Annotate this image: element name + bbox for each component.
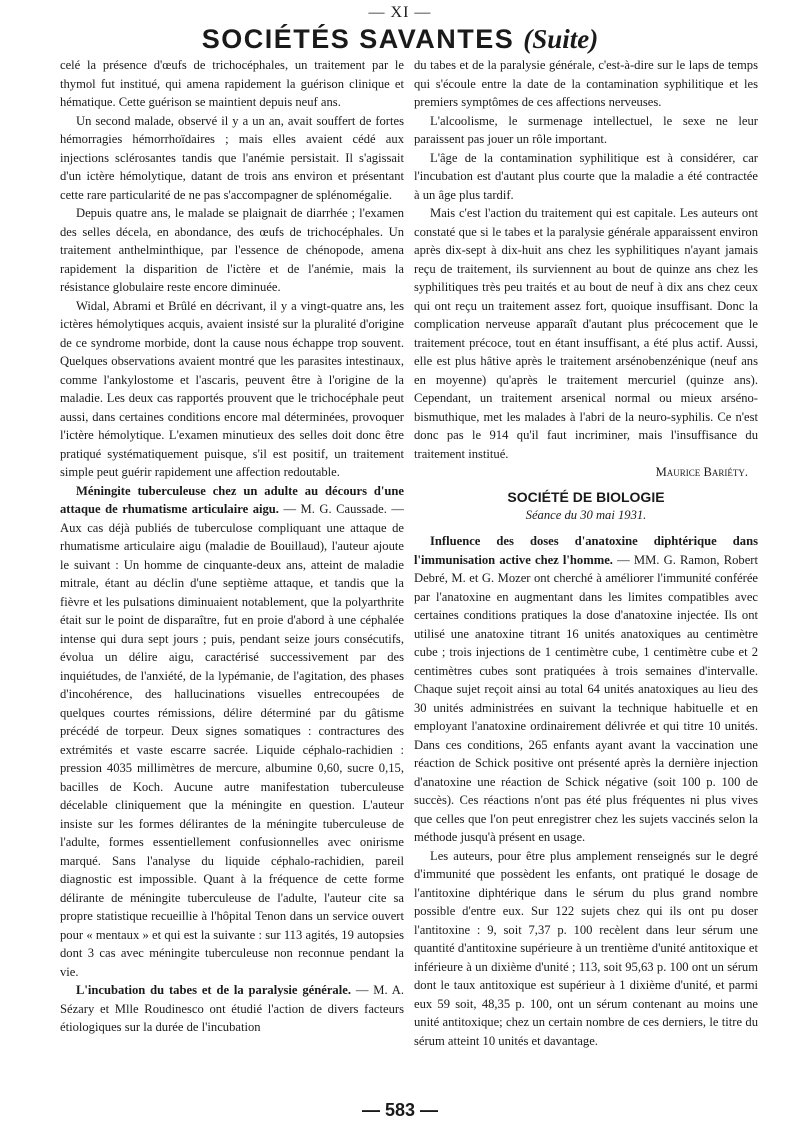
page-roman-numeral: — XI —	[368, 4, 432, 21]
left-column	[60, 56, 404, 1096]
article-title: Influence des doses d'anatoxine diphtérique dans l'immunisation active chez l'homme.	[414, 534, 758, 567]
right-column	[414, 56, 758, 1096]
article-meningite	[60, 482, 404, 982]
page-title-main: SOCIÉTÉS SAVANTES	[201, 24, 515, 54]
paragraph: celé la présence d'œufs de trichocéphales, un traitement par le thymol fut institué, qui amena rapidement la guérison clinique et hématique. Cette guérison se maintient depuis neuf ans.	[60, 58, 404, 109]
paragraph: L'alcoolisme, le surmenage intellectuel, le sexe ne leur paraissent pas jouer un rôle important.	[414, 113, 758, 146]
paragraph: Un second malade, observé il y a un an, avait souffert de fortes hémorragies hémorrhoïdaires ; mais elles avaient cédé aux injections sclérosantes tandis que l'anémie persistait. Il s'agissait d'un ictère hémolytique, datant de trois ans environ et présentant cette rare particularité de ne pas s'accompagner de splénomégalie.	[60, 113, 404, 202]
paragraph: Mais c'est l'action du traitement qui est capitale. Les auteurs ont constaté que si le tabes et la paralysie générale apparaissent environ après dix-sept à dix-huit ans chez les syphilitiques n'ayant jamais reçu de traitement, ils surviennent au bout de quinze ans chez les syphilitiques très peu traités et au bout de neuf à dix ans chez ceux qui ont reçu un traitement assez fort, quoique insuffisant. Donc la complication nerveuse apparaît d'autant plus précocement que le traitement précoce, tout en étant insuffisant, a été plus actif. Aussi, elle est plus hâtive après le traitement arsénobenzénique (neuf ans en moyenne) qu'après le traitement mercuriel (quinze ans). Cependant, un traitement arsenical normal ou mieux arséno-bismuthique, met les malades à l'abri de la neuro-syphilis. Ce n'est donc pas le 914 qu'il faut incriminer, mais l'insuffisance du traitement institué.	[414, 206, 758, 461]
paragraph: L'âge de la contamination syphilitique est à considérer, car l'incubation est d'autant plus courte que la maladie a été contractée à un âge plus tardif.	[414, 150, 758, 202]
article-incubation	[60, 981, 404, 1037]
article-author: — M. G. Caussade.	[278, 502, 387, 516]
article-body: — MM. G. Ramon, Robert Debré, M. et G. Mozer ont cherché à améliorer l'immunité conférée par l'anatoxine en augmentant dans les limites compatibles avec certaines conditions pratiques la dose d'anatoxine injectée. Ils ont utilisé une anatoxine titrant 16 unités anatoxiques au centimètre cube ; trois injections de 1 centimètre cube, 1 centimètre cube et 2 centimètres cubes sont pratiquées à trois semaines d'intervalle. Chaque sujet reçoit ainsi au total 64 unités anatoxiques au lieu des 30 unités administrées en suivant la technique habituelle et en employant l'anatoxine ordinairement délivrée et qui titre 10 unités. Dans ces conditions, 265 enfants ayant avant la vaccination une réaction de Schick positive ont présenté après la dernière injection d'anatoxine une réaction de Schick négative (soit 100 p. 100 de succès). Ces réactions n'ont pas été plus fréquentes ni plus vives que celles que l'on peut enregistrer chez les sujets vaccinés selon la méthode jusqu'à présent en usage.	[414, 552, 758, 844]
section-heading: SOCIÉTÉ DE BIOLOGIE	[507, 488, 665, 505]
paragraph: Widal, Abrami et Brûlé en décrivant, il y a vingt-quatre ans, les ictères hémolytiques acquis, avaient insisté sur la pluralité d'origine de ce syndrome morbide, dont la cause nous échappe trop souvent. Quelques observations avaient montré que les parasites intestinaux, comme l'ankylostome et l'ascaris, peuvent être à l'origine de la maladie. Les deux cas rapportés prouvent que le trichocéphale peut aussi, dans certaines conditions encore mal déterminées, provoquer l'ictère hémolytique. L'examen minutieux des selles doit donc être pratiqué systématiquement puisque, s'il est positif, un traitement simple peut guérir rapidement une affection redoutable.	[60, 298, 404, 479]
article-title: L'incubation du tabes et de la paralysie générale.	[76, 983, 351, 997]
author-signature: Maurice Bariéty.	[655, 465, 748, 479]
article-body: — M. A. Sézary et Mlle Roudinesco ont étudié l'action de divers facteurs étiologiques sur la durée de l'incubation	[60, 983, 404, 1034]
session-date: Séance du 30 mai 1931.	[525, 507, 647, 522]
paragraph: Les auteurs, pour être plus amplement renseignés sur le degré d'immunité que possèdent les enfants, ont pratiqué le dosage de l'antitoxine diphtérique dans le sérum du plus grand nombre possible d'entre eux. Sur 122 sujets chez qui ils ont pu doser l'antitoxine : 9, soit 7,37 p. 100 recèlent dans leur sérum une quantité d'antitoxine supérieure à un trentième d'unité antitoxique et inférieure à un dixième d'unité ; 113, soit 95,63 p. 100 ont un sérum dont le taux antitoxique est supérieur à 1 dixième d'unité, et parmi eux 59 soit, 48,35 p. 100, ont un sérum contenant au moins une unité antitoxique; chez un certain nombre de ces derniers, le titre du sérum atteint 10 unités et davantage.	[414, 848, 758, 1048]
page-title-suite: (Suite)	[523, 24, 599, 54]
page-number: — 583 —	[361, 1100, 439, 1120]
article-title: Méningite tuberculeuse chez un adulte au décours d'une attaque de rhumatisme articulaire aigu.	[60, 483, 404, 516]
paragraph: Depuis quatre ans, le malade se plaignait de diarrhée ; l'examen des selles décela, en abondance, des œufs de trichocéphales. Un traitement anthelminthique, par l'essence de chénopode, amena rapidement la disparition de l'ictère et de l'anémie, mais la résistance globulaire reste encore diminuée.	[60, 206, 404, 294]
article-anatoxine	[414, 532, 758, 847]
article-body: — Aux cas déjà publiés de tuberculose compliquant une attaque de rhumatisme articulaire aigu (maladie de Bouillaud), l'auteur ajoute le suivant : Un homme de cinquante-deux ans, atteint de maladie mitrale, étant au déclin d'une septième attaque, et tandis que la fièvre et les pulsations diminuaient notablement, que la polyarthrite était sur le point de disparaître, fut en proie d'abord à une céphalée intense qui dura sept jours ; puis, pendant seize jours consécutifs, évolua un délire aigu, caractérisé successivement par des inquiétudes, de l'anxiété, de la lypémanie, de l'agitation, des phases d'incohérence, des hallucinations visuelles entrecoupées de quelques courtes rémissions, délire déterminé par du gâtisme précédé de torpeur. Deux signes somatiques : contractures des extrémités et vaste escarre sacrée. Liquide céphalo-rachidien : pression 4035 millimètres de mercure, albumine 0,60, sucre 0,15, bacilles de Koch. Aucune autre manifestation tuberculeuse décelable cliniquement que la méningite en question. L'auteur insiste sur les formes délirantes de la méningite tuberculeuse de l'adulte, formes essentiellement confusionnelles avec onirisme marqué. Sans l'analyse du liquide céphalo-rachidien, pareil diagnostic est impossible. Quant à la fréquence de cette forme délirante de méningite tuberculeuse de l'adulte, l'auteur cite sa propre statistique recueillie à l'hôpital Tenon dans un service ouvert pour « mentaux » et qui est la suivante : sur 113 agités, 19 autopsies dont 3 cas avec méningite tuberculeuse non reconnue pendant la vie.	[60, 502, 404, 979]
page-title	[0, 26, 800, 53]
paragraph: du tabes et de la paralysie générale, c'est-à-dire sur le laps de temps qui s'écoule entre la date de la contamination syphilitique et les premiers symptômes de ces affections nerveuses.	[414, 58, 758, 109]
